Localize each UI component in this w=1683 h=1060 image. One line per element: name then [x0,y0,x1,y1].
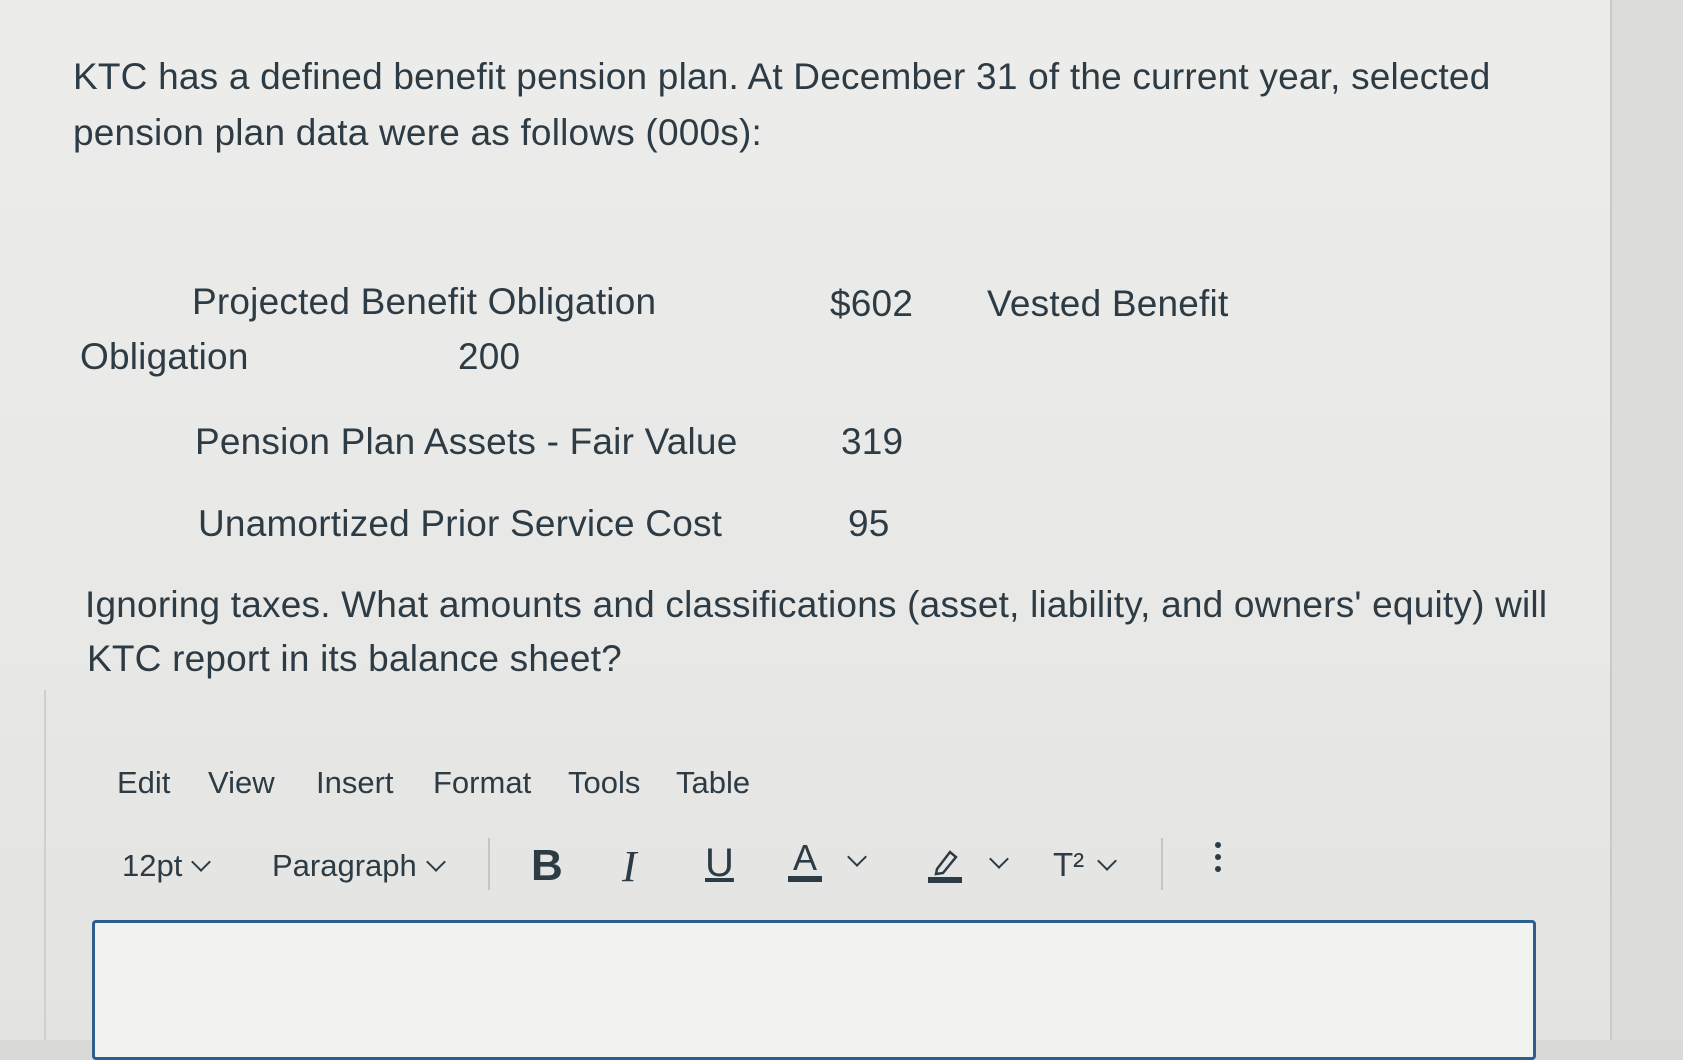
vbo-label: Vested Benefit [987,283,1229,324]
chevron-down-icon [426,852,446,872]
text-color-button[interactable] [788,837,864,882]
prompt-line-1: Ignoring taxes. What amounts and classifications (asset, liability, and owners' equity) will [85,584,1548,625]
psc-value: 95 [848,503,890,544]
toolbar-separator [488,838,490,890]
text-color-icon: A [788,840,822,882]
highlighter-icon [928,843,962,883]
font-size-value: 12pt [122,848,183,883]
italic-button[interactable]: I [622,842,637,891]
menu-edit[interactable]: Edit [117,765,171,800]
vbo-label-cont: Obligation [80,336,249,377]
assets-value: 319 [841,421,904,462]
menu-format[interactable]: Format [433,765,532,800]
font-size-select[interactable] [122,848,208,884]
dot-icon [1215,854,1221,860]
block-format-select[interactable] [272,848,443,884]
menu-insert[interactable]: Insert [316,765,394,800]
chevron-down-icon [989,849,1009,869]
vbo-value: 200 [458,336,521,377]
pbo-value: $602 [830,283,914,324]
psc-label: Unamortized Prior Service Cost [198,503,723,544]
block-format-value: Paragraph [272,848,417,883]
chevron-down-icon [1097,851,1117,871]
dot-icon [1215,866,1221,872]
answer-editor[interactable] [92,920,1536,1060]
question-line-2: pension plan data were as follows (000s): [73,112,762,153]
chevron-down-icon [191,852,211,872]
underline-button[interactable]: U [705,841,734,885]
pbo-label: Projected Benefit Obligation [192,281,657,322]
right-gutter [1610,0,1683,1040]
superscript-button[interactable] [1053,846,1114,884]
assets-label: Pension Plan Assets - Fair Value [195,421,738,462]
content-divider [44,690,46,1040]
bold-button[interactable]: B [531,841,563,890]
question-line-1: KTC has a defined benefit pension plan. At December 31 of the current year, selected [73,56,1491,97]
dot-icon [1215,842,1221,848]
highlight-color-button[interactable] [928,843,1006,883]
superscript-icon: T² [1053,846,1085,883]
menu-table[interactable]: Table [676,765,751,800]
chevron-down-icon [847,847,867,867]
toolbar-separator [1161,838,1163,890]
prompt-line-2: KTC report in its balance sheet? [87,638,622,679]
more-options-button[interactable] [1215,842,1221,872]
menu-view[interactable]: View [208,765,275,800]
menu-tools[interactable]: Tools [568,765,641,800]
